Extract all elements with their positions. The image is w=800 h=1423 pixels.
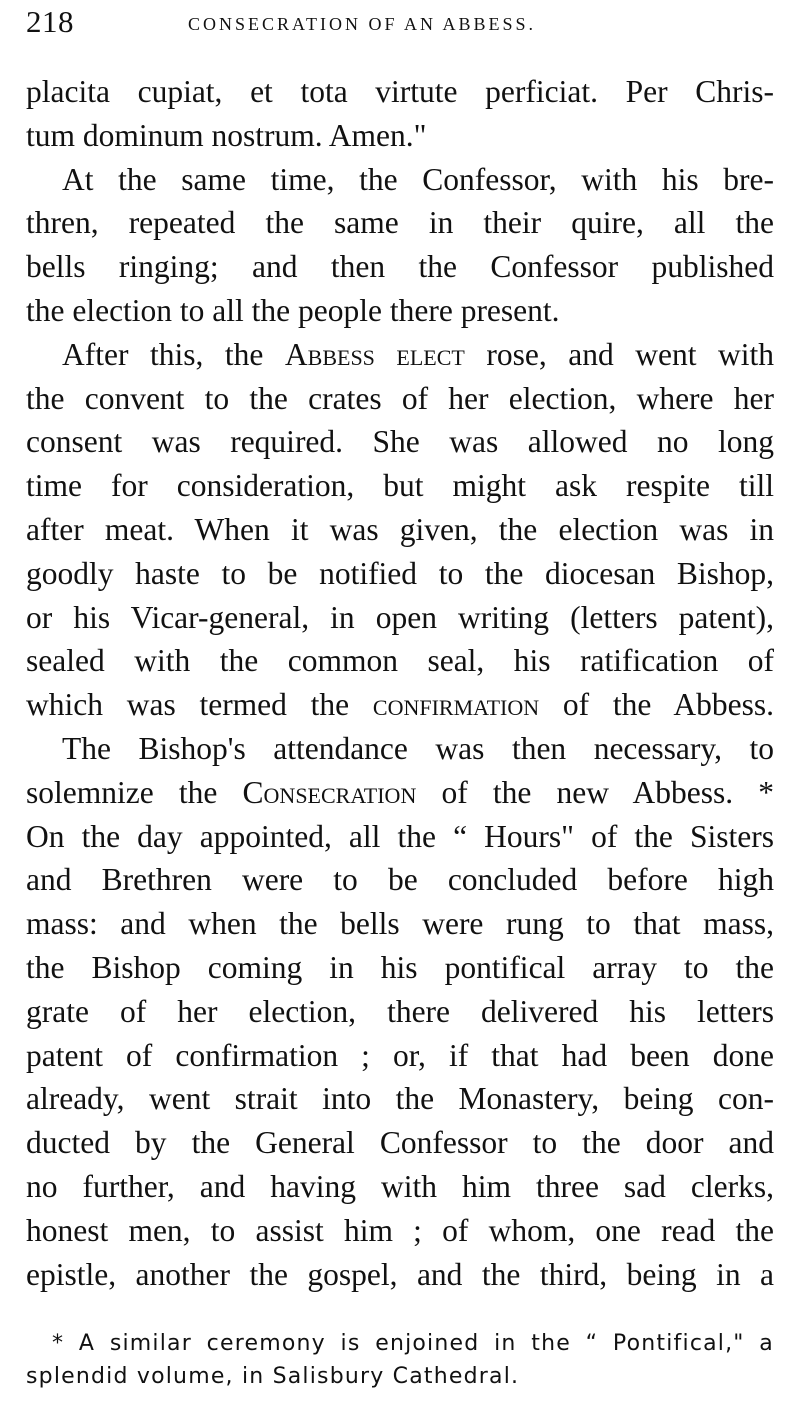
text-line: sealed with the common seal, his ratification of [26,643,774,679]
text-line: bells ringing; and then the Confessor published [26,249,774,285]
running-head: CONSECRATION OF AN ABBESS. [188,14,537,34]
text-segment: solemnize the [26,774,218,810]
text-line: consent was required. She was allowed no long [26,424,774,460]
text-line: after meat. When it was given, the election was in [26,511,774,547]
small-caps-term: confirmation [372,687,540,723]
text-line: tum dominum nostrum. Amen." [26,117,427,153]
footnote-line: * A similar ceremony is enjoined in the “ Pontifical," a [52,1331,774,1356]
text-line: already, went strait into the Monastery, being con- [26,1081,774,1117]
text-line [26,771,774,815]
text-line: or his Vicar-general, in open writing (letters patent), [26,599,774,635]
text-line: the convent to the crates of her election, where her [26,380,774,416]
text-line: goodly haste to be notified to the diocesan Bishop, [26,555,774,591]
text-line: At the same time, the Confessor, with his bre- [62,161,774,197]
text-line: epistle, another the gospel, and the third, being in a [26,1256,774,1292]
text-line: and Brethren were to be concluded before high [26,862,774,898]
small-caps-term: Abbess elect [284,336,465,372]
text-line: the election to all the people there present. [26,292,560,328]
text-line [26,333,774,377]
text-line: mass: and when the bells were rung to that mass, [26,906,774,942]
text-segment: which was termed the [26,687,350,723]
text-segment: of the new Abbess. * [441,774,774,810]
footnote [26,1327,774,1393]
text-segment: After this, the [62,336,264,372]
text-line: patent of confirmation ; or, if that had been done [26,1037,774,1073]
text-line: placita cupiat, et tota virtute perficiat. Per Chris- [26,74,774,109]
text-line: The Bishop's attendance was then necessary, to [62,730,774,766]
text-line: grate of her election, there delivered his letters [26,993,774,1029]
text-line: the Bishop coming in his pontifical array to the [26,949,774,985]
text-segment: rose, and went with [486,336,774,372]
text-line: no further, and having with him three sad clerks, [26,1168,774,1204]
text-line: time for consideration, but might ask respite till [26,468,774,504]
page-number: 218 [26,4,74,39]
text-segment: of the Abbess. [562,687,774,723]
text-line [26,683,774,727]
footnote-line: splendid volume, in Salisbury Cathedral. [26,1364,520,1389]
text-line: honest men, to assist him ; of whom, one read the [26,1212,774,1248]
body-text [26,70,774,1296]
page-header [26,4,774,44]
text-line: thren, repeated the same in their quire, all the [26,205,774,241]
small-caps-term: Consecration [242,774,417,810]
text-line: On the day appointed, all the “ Hours" of the Sisters [26,818,774,854]
text-line: ducted by the General Confessor to the door and [26,1125,774,1161]
